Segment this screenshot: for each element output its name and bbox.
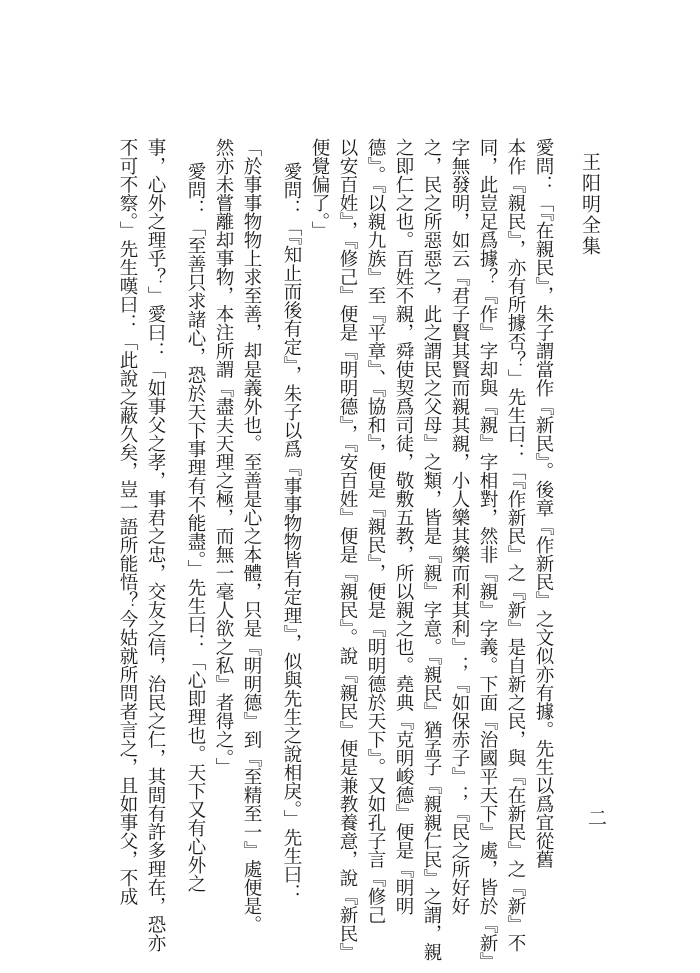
text-column-3: 同，此豈足爲據？『作』字却與『親』字相對，然非『親』字義。下面『治國平天下』處，皆於『新』 bbox=[477, 138, 498, 971]
running-head-title: 王阳明全集 bbox=[579, 152, 601, 257]
text-column-8: 以安百姓』，『修己』便是『明明德』，『安百姓』便是『親民』。說『親民』便是兼教養意，說『新民』 bbox=[337, 138, 358, 962]
text-column-9: 便覺偏了。」 bbox=[309, 138, 330, 240]
vertical-text-block bbox=[117, 138, 555, 971]
text-column-4: 字無發明，如云『君子賢其賢而親其親，小人樂其樂而利其利』；『如保赤子』；『民之所好好 bbox=[449, 138, 470, 915]
text-column-12: 然亦未嘗離却事物，本注所謂『盡夫天理之極，而無一毫人欲之私』者得之。」 bbox=[213, 138, 234, 777]
text-column-7: 德』。『以親九族』至『平章』、『協和』，便是『親民』，便是『明明德於天下』。又如孔子言『修己 bbox=[365, 138, 386, 925]
text-column-14: 事，心外之理乎？」愛曰：「如事父之孝，事君之忠，交友之信，治民之仁，其間有許多理在，恐亦 bbox=[145, 138, 166, 952]
text-column-13: 愛問：「至善只求諸心，恐於天下事理有不能盡。」先生曰：「心即理也。天下又有心外之 bbox=[185, 162, 206, 893]
page-number: 二 bbox=[585, 808, 607, 827]
text-column-11: 「於事事物物上求至善，却是義外也。至善是心之本體，只是『明明德』到『至精至一』處便是。 bbox=[241, 138, 262, 934]
text-column-2: 本作『親民』，亦有所據否？」先生曰：「『作新民』之『新』是自新之民，與『在新民』之『新』不 bbox=[505, 138, 526, 952]
text-column-1: 愛問：「『在親民』，朱子謂當作『新民』。後章『作新民』之文似亦有據。先生以爲宜從舊 bbox=[533, 138, 554, 869]
text-column-5: 之，民之所惡惡之，此之謂民之父母』之類，皆是『親』字意。『親民』猶孟子『親親仁民』之謂，親 bbox=[421, 138, 442, 962]
text-column-6: 之即仁之也。百姓不親，舜使契爲司徒，敬敷五教，所以親之也。堯典『克明峻德』便是『明明 bbox=[393, 138, 414, 915]
text-column-10: 愛問：「『知止而後有定』，朱子以爲『事事物物皆有定理』，似與先生之說相戾。」先生曰： bbox=[281, 162, 302, 902]
text-column-15: 不可不察。」先生嘆曰：「此說之蔽久矣，豈一語所能悟？今姑就所問者言之，且如事父，不成 bbox=[117, 138, 138, 906]
